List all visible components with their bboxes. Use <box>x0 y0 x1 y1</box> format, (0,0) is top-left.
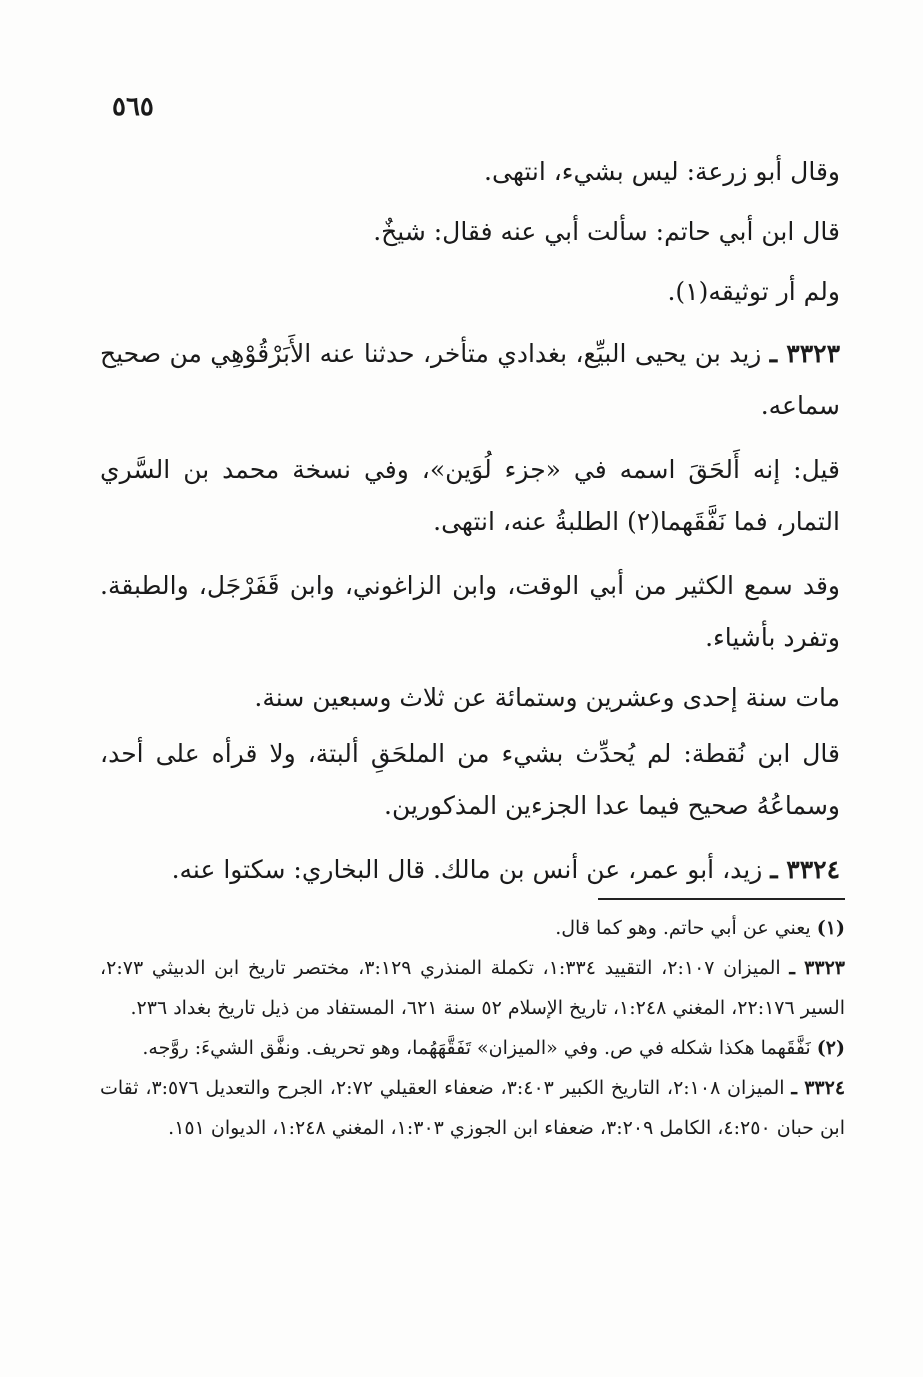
sources-3324-text: الميزان ٢:١٠٨، التاريخ الكبير ٣:٤٠٣، ضعفاء العقيلي ٢:٧٢، الجرح والتعديل ٣:٥٧٦، ثقات ابن حبان ٤:٢٥٠، الكامل ٣:٢٠٩، ضعفاء ابن الجوزي ١:٣٠٣، المغني ١:٢٤٨، الديوان ١٥١. <box>100 1077 845 1139</box>
paragraph-ibn-abi-hatim: قال ابن أبي حاتم: سألت أبي عنه فقال: شيخٌ. <box>373 217 840 246</box>
paragraph-tawthiq: ولم أر توثيقه(١). <box>667 277 840 306</box>
paragraph-death: مات سنة إحدى وعشرين وستمائة عن ثلاث وسبعين سنة. <box>254 683 840 712</box>
entry-3324-number: ٣٣٢٤ ـ <box>770 855 840 884</box>
entry-3323 <box>100 328 840 432</box>
footnote-2-text: نَفَّقَهما هكذا شكله في ص. وفي «الميزان» تَفَقَّهَهُما، وهو تحريف. ونفَّق الشيءَ: روَّجه. <box>142 1037 811 1059</box>
sources-3324 <box>100 1068 845 1148</box>
footnote-divider <box>598 898 845 900</box>
entry-3323-number: ٣٣٢٣ ـ <box>769 339 840 368</box>
footnotes <box>100 908 845 1148</box>
entry-3324-text: زيد، أبو عمر، عن أنس بن مالك. قال البخاري: سكتوا عنه. <box>171 855 763 884</box>
sources-3324-label: ٣٣٢٤ ـ <box>791 1077 846 1099</box>
sources-3323-label: ٣٣٢٣ ـ <box>789 957 845 979</box>
paragraph-abu-zura: وقال أبو زرعة: ليس بشيء، انتهى. <box>484 157 840 186</box>
footnote-1 <box>100 908 845 948</box>
sources-3323-text: الميزان ٢:١٠٧، التقييد ١:٣٣٤، تكملة المنذري ٣:١٢٩، مختصر تاريخ ابن الدبيثي ٢:٧٣، السير ٢٢:١٧٦، المغني ١:٢٤٨، تاريخ الإسلام ٥٢ سنة ٦٢١، المستفاد من ذيل تاريخ بغداد ٢٣٦. <box>100 957 845 1019</box>
paragraph-samia: وقد سمع الكثير من أبي الوقت، وابن الزاغوني، وابن قَفَرْجَل، والطبقة. وتفرد بأشياء. <box>100 571 840 652</box>
entry-3324 <box>100 844 840 896</box>
sources-3323 <box>100 948 845 1028</box>
footnote-2-label: (٢) <box>816 1037 845 1059</box>
paragraph-ibn-nuqta: قال ابن نُقطة: لم يُحدِّث بشيء من الملحَقِ ألبتة، ولا قرأه على أحد، وسماعُهُ صحيح فيما عدا الجزءين المذكورين. <box>100 739 840 820</box>
page-number: ٥٦٥ <box>112 92 154 122</box>
main-text <box>100 142 840 896</box>
footnote-1-text: يعني عن أبي حاتم. وهو كما قال. <box>555 917 811 939</box>
entry-3323-text: زيد بن يحيى البيِّع، بغدادي متأخر، حدثنا عنه الأَبَرْقُوْهِي من صحيح سماعه. <box>100 339 840 420</box>
paragraph-ilhaq: قيل: إنه أَلحَقَ اسمه في «جزء لُوَين»، وفي نسخة محمد بن السَّري التمار، فما نَفَّقَهما(٢) الطلبةُ عنه، انتهى. <box>100 455 840 536</box>
footnote-2 <box>100 1028 845 1068</box>
footnote-1-label: (١) <box>816 917 845 939</box>
